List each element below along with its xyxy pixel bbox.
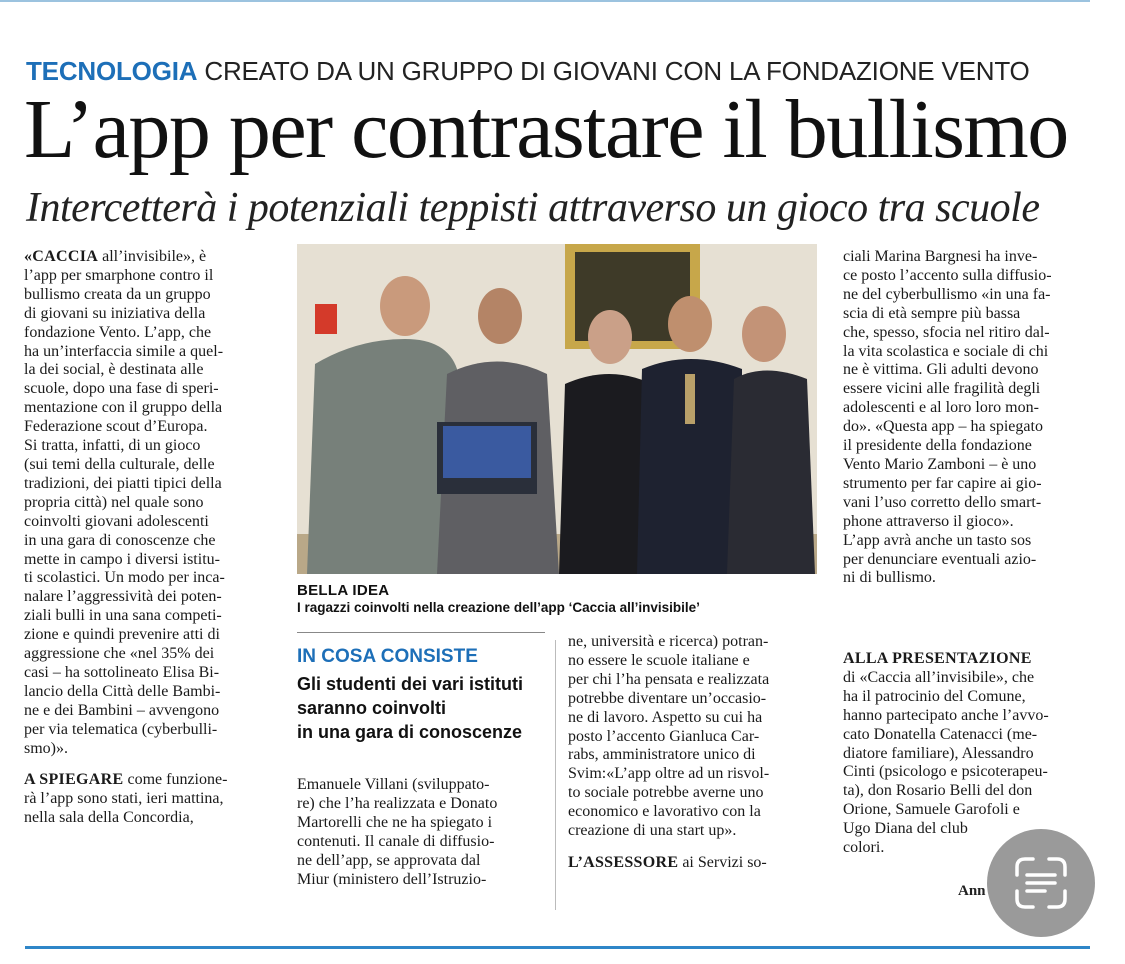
kicker-text: CREATO DA UN GRUPPO DI GIOVANI CON LA FONDAZIONE VENTO: [204, 56, 1030, 86]
text-line: vani l’uso corretto dello smart-: [843, 493, 1042, 511]
text-line: il presidente della fondazione: [843, 437, 1032, 455]
text-line: ce posto l’accento sulla diffusio-: [843, 266, 1052, 284]
text-line: cato Donatella Catenacci (me-: [843, 725, 1038, 743]
text-line: L’ASSESSORE ai Servizi so-: [568, 853, 767, 871]
text-line: nalare l’aggressività dei poten-: [24, 588, 222, 606]
bottom-rule: [25, 946, 1090, 949]
photo-caption-title: BELLA IDEA: [297, 582, 390, 599]
article-photo: [297, 244, 817, 574]
text-line: ciali Marina Bargnesi ha inve-: [843, 248, 1038, 265]
text-line: lancio della Città delle Bambi-: [24, 682, 221, 700]
paragraph-bargnesi: [843, 248, 1090, 588]
text-line: smo)».: [24, 739, 68, 757]
article-column-3: [297, 776, 545, 889]
text-line: ne è vittima. Gli adulti devono: [843, 361, 1039, 379]
text-line: di giovani su iniziativa della: [24, 304, 206, 322]
subheadline: Intercetterà i potenziali teppisti attraverso un gioco tra scuole: [26, 185, 1040, 231]
text-line: A SPIEGARE come funzione-: [24, 771, 228, 789]
text-line: hanno partecipato anche l’avvo-: [843, 706, 1049, 724]
text-line: economico e lavorativo con la: [568, 803, 761, 821]
text-line: ALLA PRESENTAZIONE: [843, 650, 1032, 667]
text-line: in una gara di conoscenze che: [24, 531, 216, 549]
text-line: Ugo Diana del club: [843, 820, 968, 838]
text-line: Federazione scout d’Europa.: [24, 418, 208, 436]
article-column-1: [24, 248, 272, 828]
text-line: tradizioni, dei piatti tipici della: [24, 474, 222, 492]
text-line: Si tratta, infatti, di un gioco: [24, 437, 201, 455]
text-line: Martorelli che ne ha spiegato i: [297, 813, 493, 831]
text-line: (sui temi della culturale, delle: [24, 455, 215, 473]
text-line: l’app per smarphone contro il: [24, 266, 214, 284]
text-line: ne del cyberbullismo «in una fa-: [843, 285, 1051, 303]
text-line: Orione, Samuele Garofoli e: [843, 801, 1020, 819]
top-rule: [0, 0, 1090, 2]
text-line: che, spesso, sfocia nel ritiro dal-: [843, 323, 1050, 341]
text-line: nella sala della Concordia,: [24, 809, 194, 827]
article-column-4: [568, 633, 818, 873]
text-line: ni di bullismo.: [843, 569, 936, 587]
paragraph-villani: [297, 776, 545, 889]
text-line: la dei social, è destinata alle: [24, 361, 204, 379]
text-line: ha il patrocinio del Comune,: [843, 687, 1026, 705]
text-line: adolescenti e al loro loro mon-: [843, 399, 1039, 417]
text-line: ha un’interfaccia simile a quel-: [24, 342, 224, 360]
text-line: essere vicini alle fragilità degli: [843, 380, 1041, 398]
text-line: la vita scolastica e sociale di chi: [843, 342, 1049, 360]
text-line: ziali bulli in una sana competi-: [24, 607, 222, 625]
text-line: scia di età sempre più bassa: [843, 304, 1021, 322]
text-line: rà l’app sono stati, ieri mattina,: [24, 790, 224, 808]
text-line: to sociale potrebbe averne uno: [568, 784, 764, 802]
text-line: ne e dei Bambini – avvengono: [24, 701, 220, 719]
text-line: scuole, dopo una fase di speri-: [24, 380, 219, 398]
text-line: contenuti. Il canale di diffusio-: [297, 832, 495, 850]
scan-text-icon: [987, 829, 1095, 937]
text-line: fondazione Vento. L’app, che: [24, 323, 212, 341]
box-line: Gli studenti dei vari istituti: [297, 674, 524, 694]
text-line: colori.: [843, 839, 885, 857]
text-line: Cinti (psicologo e psicoterapeu-: [843, 763, 1048, 781]
column-divider: [555, 640, 556, 910]
article-column-5: [843, 248, 1090, 588]
text-line: posto l’accento Gianluca Car-: [568, 727, 760, 745]
text-line: creazione di una start up».: [568, 822, 737, 840]
text-line: Miur (ministero dell’Istruzio-: [297, 870, 487, 888]
text-line: Svim:«L’app oltre ad un risvol-: [568, 765, 770, 783]
text-line: diatore familiare), Alessandro: [843, 744, 1034, 762]
paragraph-intro: [24, 248, 272, 758]
text-line: zione e quindi prevenire atti di: [24, 626, 220, 644]
paragraph-a-spiegare: [24, 771, 272, 828]
text-line: no essere le scuole italiane e: [568, 651, 750, 669]
text-line: Emanuele Villani (sviluppato-: [297, 776, 490, 793]
box-rule: [297, 632, 545, 633]
text-line: strumento per far capire ai gio-: [843, 474, 1042, 492]
text-line: ne, università e ricerca) potran-: [568, 633, 769, 650]
box-line: saranno coinvolti: [297, 698, 447, 718]
text-line: «CACCIA all’invisibile», è: [24, 248, 207, 265]
paragraph-presentazione: [843, 650, 1090, 858]
text-line: ta), don Rosario Belli del don: [843, 782, 1033, 800]
author-signature: Ann: [958, 883, 986, 899]
text-line: ne di lavoro. Aspetto su cui ha: [568, 708, 763, 726]
box-line: in una gara di conoscenze: [297, 722, 523, 742]
text-line: per denunciare eventuali azio-: [843, 550, 1037, 568]
text-line: Vento Mario Zamboni – è uno: [843, 455, 1037, 473]
text-line: propria città) nel quale sono: [24, 493, 204, 511]
text-line: coinvolti giovani adolescenti: [24, 512, 209, 530]
text-line: phone attraverso il gioco».: [843, 512, 1014, 530]
text-line: per chi l’ha pensata e realizzata: [568, 670, 770, 688]
paragraph-assessore: [568, 854, 818, 873]
text-line: mentazione con il gruppo della: [24, 399, 223, 417]
text-line: ti scolastici. Un modo per inca-: [24, 569, 225, 587]
text-line: potrebbe diventare un’occasio-: [568, 689, 767, 707]
headline: L’app per contrastare il bullismo: [24, 83, 1068, 176]
text-line: casi – ha sottolineato Elisa Bi-: [24, 663, 220, 681]
article-column-5-bottom: [843, 650, 1090, 858]
text-line: rabs, amministratore unico di: [568, 746, 756, 764]
text-line: L’app avrà anche un tasto sos: [843, 531, 1032, 549]
text-line: re) che l’ha realizzata e Donato: [297, 794, 498, 812]
text-line: per via telematica (cyberbulli-: [24, 720, 218, 738]
section-tag: TECNOLOGIA: [26, 56, 198, 86]
text-line: bullismo creata da un gruppo: [24, 285, 211, 303]
text-line: di «Caccia all’invisibile», che: [843, 668, 1035, 686]
text-line: do». «Questa app – ha spiegato: [843, 418, 1043, 436]
box-title: IN COSA CONSISTE: [297, 646, 478, 667]
text-line: aggressione che «nel 35% dei: [24, 645, 215, 663]
paragraph-ministero: [568, 633, 818, 841]
text-line: ne dell’app, se approvata dal: [297, 851, 481, 869]
text-line: mette in campo i diversi istitu-: [24, 550, 220, 568]
scan-text-button[interactable]: [987, 829, 1095, 937]
photo-caption-text: I ragazzi coinvolti nella creazione dell’app ‘Caccia all’invisibile’: [297, 600, 700, 615]
box-body: [297, 672, 547, 744]
